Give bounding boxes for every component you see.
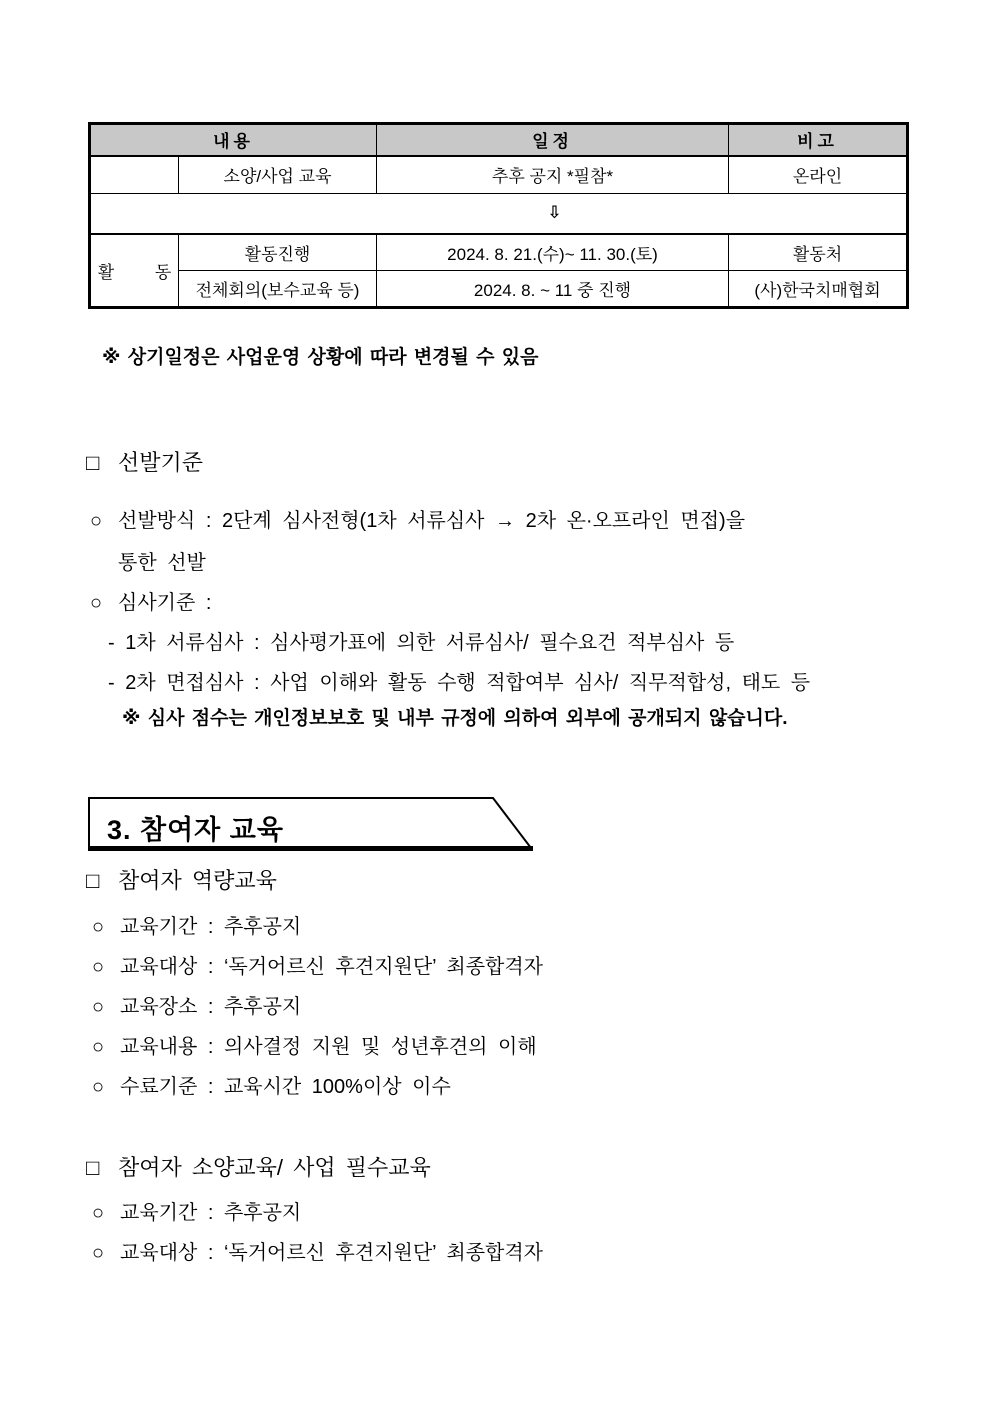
selection-method-line2 [118,546,206,575]
circle-bullet-icon: ○ [92,996,105,1018]
section-banner [88,796,538,856]
arrow-cell [90,194,908,234]
circle-bullet-icon: ○ [92,1076,105,1098]
required-item-target [92,1236,543,1265]
required-item-text: 교육대상 : ‘독거어르신 후견지원단’ 최종합격자 [120,1242,544,1264]
circle-bullet-icon: ○ [92,956,105,978]
required-heading-label: 참여자 소양교육/ 사업 필수교육 [118,1155,431,1180]
required-item-period [92,1196,301,1225]
competency-item-completion [92,1070,451,1099]
activity-note-cell: 활동처 [729,234,908,271]
competency-item-text: 교육대상 : ‘독거어르신 후견지원단’ 최종합격자 [120,956,544,978]
criteria-label: 심사기준 : [118,592,212,614]
selection-method-text-cont: 통한 선발 [118,552,206,574]
competency-item-place [92,990,301,1019]
education-schedule-cell: 추후 공지 *필참* [377,156,729,194]
square-bullet-icon: □ [86,868,100,893]
competency-item-content [92,1030,537,1059]
selection-method-text: 선발방식 : 2단계 심사전형(1차 서류심사 → 2차 온·오프라인 면접)을 [118,510,746,532]
square-bullet-icon: □ [86,1155,100,1180]
table-row-meeting [90,271,908,308]
circle-bullet-icon: ○ [92,1242,105,1264]
activity-content-cell: 활동진행 [179,234,377,271]
activity-group-cell: 활 동 [90,234,179,308]
competency-heading [86,864,277,895]
circle-bullet-icon: ○ [92,916,105,938]
competency-item-text: 수료기준 : 교육시간 100%이상 이수 [120,1076,451,1098]
criteria-item-document-review: - 1차 서류심사 : 심사평가표에 의한 서류심사/ 필수요건 적부심사 등 [108,632,735,654]
selection-heading [86,446,203,477]
empty-cell [90,156,179,194]
meeting-schedule-cell: 2024. 8. ~ 11 중 진행 [377,271,729,308]
required-education-heading [86,1151,431,1182]
education-content-cell: 소양/사업 교육 [179,156,377,194]
education-note-cell: 온라인 [729,156,908,194]
meeting-note-cell: (사)한국치매협회 [729,271,908,308]
competency-item-target [92,950,543,979]
required-item-text: 교육기간 : 추후공지 [120,1202,302,1224]
column-header-note: 비고 [729,124,908,156]
circle-bullet-icon: ○ [90,510,103,532]
circle-bullet-icon: ○ [92,1036,105,1058]
circle-bullet-icon: ○ [92,1202,105,1224]
criteria-privacy-note: ※ 심사 점수는 개인정보보호 및 내부 규정에 의하여 외부에 공개되지 않습니다. [122,708,788,729]
competency-item-text: 교육기간 : 추후공지 [120,916,302,938]
criteria-heading-line [90,586,211,615]
competency-item-period [92,910,301,939]
square-bullet-icon: □ [86,450,100,475]
table-row-arrow [90,194,908,234]
table-row-education [90,156,908,194]
competency-item-text: 교육장소 : 추후공지 [120,996,302,1018]
criteria-item-interview: - 2차 면접심사 : 사업 이해와 활동 수행 적합여부 심사/ 직무적합성, 태도 등 [108,672,811,694]
table-header-row [90,124,908,156]
table-row-activity [90,234,908,271]
column-header-content: 내용 [90,124,377,156]
activity-schedule-cell: 2024. 8. 21.(수)~ 11. 30.(토) [377,234,729,271]
down-arrow-icon: ⇩ [547,203,562,223]
circle-bullet-icon: ○ [90,592,103,614]
selection-method-line1 [90,504,745,533]
competency-item-text: 교육내용 : 의사결정 지원 및 성년후견의 이해 [120,1036,537,1058]
meeting-content-cell: 전체회의(보수교육 등) [179,271,377,308]
competency-heading-label: 참여자 역량교육 [118,868,277,893]
selection-heading-label: 선발기준 [118,450,204,475]
section-title: 3. 참여자 교육 [107,815,284,845]
column-header-schedule: 일정 [377,124,729,156]
schedule-table [88,122,909,309]
schedule-change-note: ※ 상기일정은 사업운영 상황에 따라 변경될 수 있음 [102,347,539,368]
